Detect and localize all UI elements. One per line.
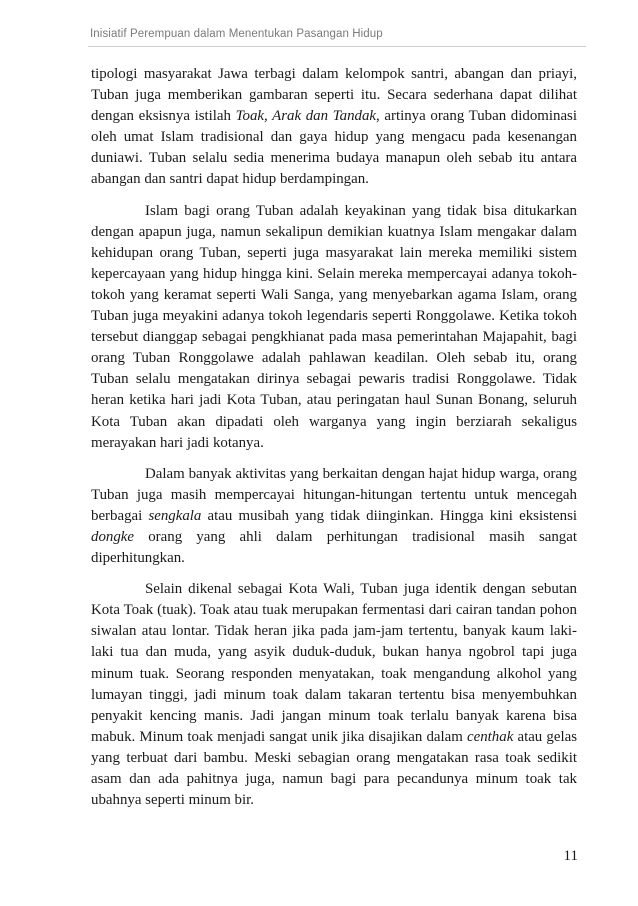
paragraph-3-text-a: Dalam banyak aktivitas yang berkaitan dengan hajat hidup warga, orang Tuban juga masih mempercayai hitungan-hitungan tertentu untuk mencegah berbagai: [91, 465, 577, 524]
paragraph-4-text-b: atau gelas yang terbuat dari bambu. Meski sebagian orang mengatakan rasa toak sedikit asam dan ada pahitnya juga, namun bagi para pecandunya minum toak tak ubahnya seperti minum bir.: [91, 728, 577, 809]
paragraph-4: [91, 579, 577, 811]
paragraph-3-text-c: orang yang ahli dalam perhitungan tradisional masih sangat diperhitungkan.: [91, 528, 577, 567]
paragraph-3-italic-term-1: sengkala: [148, 507, 202, 524]
paragraph-4-text-a: Selain dikenal sebagai Kota Wali, Tuban juga identik dengan sebutan Kota Toak (tuak). Toak atau tuak merupakan fermentasi dari cairan tandan pohon siwalan atau lontar. Tidak heran jika pada jam-jam tertentu, banyak kaum laki-laki tua dan muda, yang asyik duduk-duduk, bukan hanya ngobrol tapi juga minum tuak. Seorang responden menyatakan, toak mengandung alkohol yang lumayan tinggi, jadi minum toak dalam takaran tertentu bisa menyembuhkan penyakit kencing manis. Jadi jangan minum toak terlalu banyak karena bisa mabuk. Minum toak menjadi sangat unik jika disajikan dalam: [91, 581, 577, 745]
paragraph-1-italic-term: Toak, Arak dan Tandak: [235, 108, 377, 125]
header-divider: [88, 46, 586, 47]
paragraph-3-text-b: atau musibah yang tidak diinginkan. Hingga kini eksistensi: [201, 507, 577, 524]
paragraph-1-text-a: tipologi masyarakat Jawa terbagi dalam kelompok santri, abangan dan priayi, Tuban juga memberikan gambaran seperti itu. Secara sederhana dapat dilihat dengan eksisnya istilah: [91, 66, 577, 125]
paragraph-3: [91, 464, 577, 569]
paragraph-1-text-b: , artinya orang Tuban didominasi oleh umat Islam tradisional dan gaya hidup yang mengacu pada kesenangan duniawi. Tuban selalu sedia menerima budaya manapun oleh sebab itu antara abangan dan santri dapat hidup berdampingan.: [91, 108, 577, 188]
paragraph-4-italic-term: centhak: [467, 728, 514, 745]
page-number: 11: [563, 848, 578, 864]
paragraph-1: [91, 64, 577, 191]
document-body: [91, 64, 577, 811]
paragraph-3-italic-term-2: dongke: [91, 528, 134, 545]
running-header: Inisiatif Perempuan dalam Menentukan Pasangan Hidup: [90, 28, 383, 40]
paragraph-2: Islam bagi orang Tuban adalah keyakinan yang tidak bisa ditukarkan dengan apapun juga, namun sekalipun demikian kuatnya Islam mengakar dalam kehidupan orang Tuban, seperti juga masyarakat lain mereka memiliki sistem kepercayaan yang hidup hingga kini. Selain mereka mempercayai adanya tokoh-tokoh yang keramat seperti Wali Sanga, yang menyebarkan agama Islam, orang Tuban juga meyakini adanya tokoh legendaris seperti Ronggolawe. Ketika tokoh tersebut dianggap sebagai pengkhianat pada masa pemerintahan Majapahit, bagi orang Tuban Ronggolawe adalah pahlawan keadilan. Oleh sebab itu, orang Tuban selalu mengatakan dirinya sebagai pewaris tradisi Ronggolawe. Tidak heran ketika hari jadi Kota Tuban, atau peringatan haul Sunan Bonang, seluruh Kota Tuban akan dipadati oleh warganya yang ingin berziarah sekaligus merayakan hari jadi kotanya.: [91, 202, 577, 451]
